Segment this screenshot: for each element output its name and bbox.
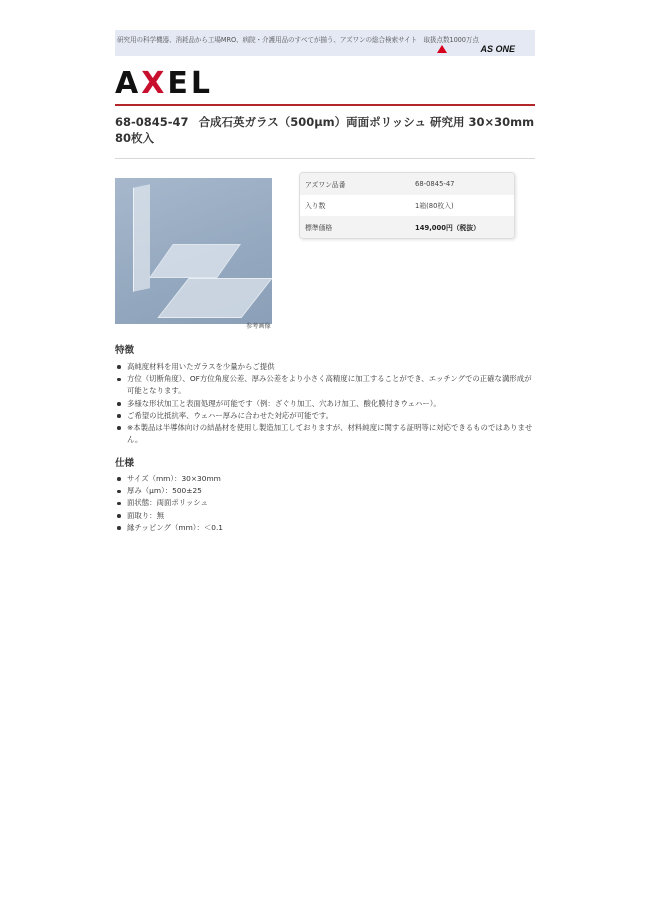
logo-letter-a: A bbox=[115, 66, 142, 101]
product-name: 合成石英ガラス（500μm）両面ポリッシュ 研究用 30×30mm 80枚入 bbox=[115, 115, 535, 145]
list-item: ※本製品は半導体向けの結晶材を使用し製造加工しておりますが、材料純度に関する証明等に対応できるものではありません。 bbox=[115, 422, 535, 446]
product-number: 68-0845-47 bbox=[115, 115, 189, 129]
list-item: 高純度材料を用いたガラスを少量からご提供 bbox=[115, 361, 535, 373]
header-divider bbox=[115, 104, 535, 106]
product-page bbox=[115, 30, 535, 532]
specs-list bbox=[115, 473, 535, 534]
features-heading: 特徴 bbox=[115, 345, 135, 356]
list-item: 縁チッピング（mm）：＜0.1 bbox=[115, 522, 535, 534]
list-item: 面状態：両面ポリッシュ bbox=[115, 497, 535, 509]
list-item: 面取り：無 bbox=[115, 510, 535, 522]
spec-key: 標準価格 bbox=[305, 223, 333, 232]
list-item: サイズ（mm）：30×30mm bbox=[115, 473, 535, 485]
spec-value: 68-0845-47 bbox=[415, 179, 455, 188]
glass-plate-front bbox=[157, 278, 272, 318]
list-item: ご希望の比抵抗率、ウェハー厚みに合わせた対応が可能です。 bbox=[115, 410, 535, 422]
glass-plate-standing bbox=[133, 184, 150, 292]
list-item: 方位（切断角度）、OF方位角度公差、厚み公差をより小さく高精度に加工することができ、エッチングでの正確な溝形成が可能となります。 bbox=[115, 373, 535, 397]
specs-heading: 仕様 bbox=[115, 458, 135, 469]
as-one-logo-icon bbox=[437, 45, 447, 53]
features-list bbox=[115, 361, 535, 446]
image-caption: 参考画像 bbox=[246, 323, 271, 330]
spec-row-item-number bbox=[300, 173, 514, 195]
spec-row-price bbox=[300, 216, 514, 238]
spec-value-price: 149,000円（税抜） bbox=[415, 223, 480, 232]
product-title bbox=[115, 114, 535, 146]
as-one-brand[interactable]: AS ONE bbox=[480, 44, 515, 54]
spec-key: アズワン品番 bbox=[305, 180, 346, 189]
spec-row-quantity bbox=[300, 195, 514, 217]
product-image bbox=[115, 178, 272, 324]
axel-logo[interactable] bbox=[115, 66, 213, 101]
spec-key: 入り数 bbox=[305, 202, 326, 211]
spec-table bbox=[299, 172, 515, 239]
list-item: 多様な形状加工と表面処理が可能です（例：ざぐり加工、穴あけ加工、酸化膜付きウェハー）。 bbox=[115, 398, 535, 410]
logo-letter-x: X bbox=[141, 66, 168, 101]
site-tagline: 研究用の科学機器、消耗品から工場MRO、病院・介護用品のすべてが揃う、アズワンの総合検索サイト 取扱点数1000万点 bbox=[117, 36, 479, 44]
spec-value: 1箱(80枚入) bbox=[415, 202, 454, 211]
glass-plate-back bbox=[149, 244, 241, 278]
site-header-bar bbox=[115, 30, 535, 56]
logo-letters-el: EL bbox=[167, 66, 213, 101]
list-item: 厚み（μm）：500±25 bbox=[115, 485, 535, 497]
title-divider bbox=[115, 158, 535, 159]
